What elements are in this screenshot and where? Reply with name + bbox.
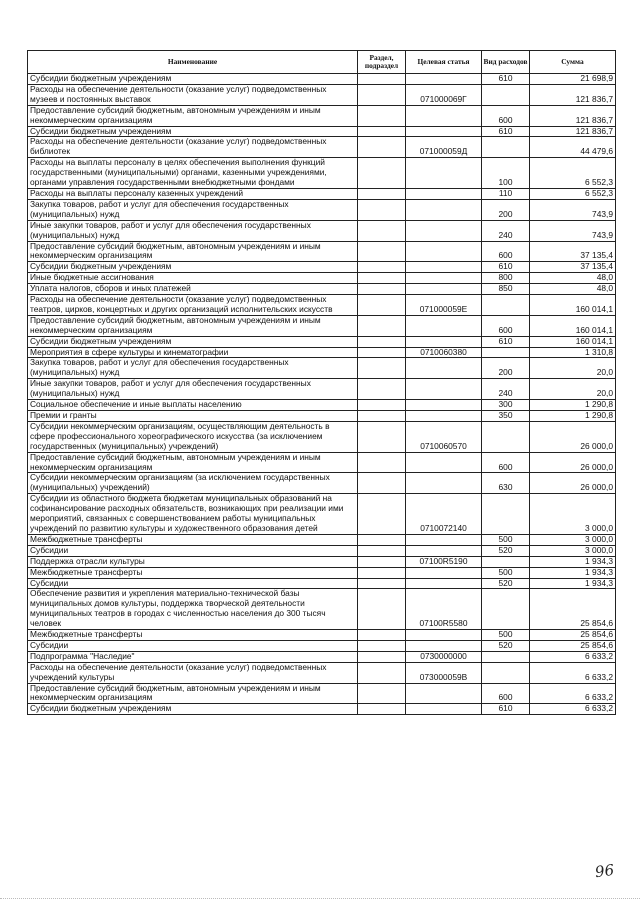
cell-sum: 121 836,7 [530,84,616,105]
cell-section [358,683,406,704]
cell-name: Расходы на обеспечение деятельности (оказание услуг) подведомственных учреждений культуры [28,662,358,683]
table-row [28,662,616,683]
cell-name: Предоставление субсидий бюджетным, автономным учреждениям и иным некоммерческим организациям [28,683,358,704]
cell-name: Межбюджетные трансферты [28,630,358,641]
cell-sum: 1 310,8 [530,347,616,358]
cell-target [406,567,482,578]
cell-sum: 26 000,0 [530,473,616,494]
cell-type: 520 [482,545,530,556]
cell-type [482,84,530,105]
cell-name: Предоставление субсидий бюджетным, автономным учреждениям и иным некоммерческим организациям [28,315,358,336]
cell-target [406,188,482,199]
cell-target [406,262,482,273]
cell-name: Субсидии бюджетным учреждениям [28,336,358,347]
table-row [28,220,616,241]
table-row [28,567,616,578]
cell-type: 850 [482,284,530,295]
cell-sum: 6 633,2 [530,662,616,683]
cell-target [406,358,482,379]
cell-sum: 37 135,4 [530,241,616,262]
cell-section [358,336,406,347]
cell-type: 200 [482,199,530,220]
cell-sum: 6 633,2 [530,683,616,704]
cell-target [406,411,482,422]
cell-sum: 25 854,6 [530,589,616,630]
cell-target: 0710072140 [406,494,482,535]
table-row [28,421,616,452]
cell-sum: 160 014,1 [530,336,616,347]
cell-name: Закупка товаров, работ и услуг для обеспечения государственных (муниципальных) нужд [28,199,358,220]
cell-type: 630 [482,473,530,494]
header-section: Раздел, подраздел [358,51,406,74]
cell-type [482,137,530,158]
table-row [28,74,616,85]
cell-name: Межбюджетные трансферты [28,567,358,578]
table-header-row [28,51,616,74]
cell-section [358,188,406,199]
cell-type: 240 [482,220,530,241]
cell-sum: 20,0 [530,379,616,400]
cell-target [406,126,482,137]
cell-section [358,662,406,683]
cell-name: Расходы на обеспечение деятельности (оказание услуг) подведомственных библиотек [28,137,358,158]
table-row [28,262,616,273]
cell-target [406,379,482,400]
cell-sum: 21 698,9 [530,74,616,85]
cell-sum: 121 836,7 [530,105,616,126]
cell-name: Поддержка отрасли культуры [28,556,358,567]
cell-name: Премии и гранты [28,411,358,422]
cell-target [406,220,482,241]
table-row [28,188,616,199]
cell-target [406,578,482,589]
header-name: Наименование [28,51,358,74]
table-row [28,105,616,126]
cell-type: 610 [482,74,530,85]
table-row [28,494,616,535]
cell-type [482,662,530,683]
cell-section [358,556,406,567]
cell-target: 073000059В [406,662,482,683]
cell-sum: 3 000,0 [530,545,616,556]
cell-sum: 25 854,6 [530,640,616,651]
cell-section [358,158,406,189]
table-row [28,640,616,651]
cell-target [406,241,482,262]
cell-sum: 1 290,8 [530,400,616,411]
table-row [28,241,616,262]
cell-section [358,262,406,273]
table-row [28,651,616,662]
cell-section [358,105,406,126]
cell-target [406,640,482,651]
cell-target [406,534,482,545]
cell-type: 500 [482,630,530,641]
cell-target: 07100R5190 [406,556,482,567]
cell-type [482,494,530,535]
cell-target [406,199,482,220]
cell-type [482,556,530,567]
cell-section [358,640,406,651]
cell-sum: 26 000,0 [530,452,616,473]
cell-section [358,273,406,284]
cell-name: Обеспечение развития и укрепления материально-технической базы муниципальных домов культуры, поддержка творческой деятельности муниципальных театров в городах с численностью населения до 300 тысяч человек [28,589,358,630]
cell-name: Субсидии некоммерческим организациям (за исключением государственных (муниципальных) учреждений) [28,473,358,494]
cell-sum: 3 000,0 [530,494,616,535]
cell-sum: 3 000,0 [530,534,616,545]
cell-sum: 48,0 [530,284,616,295]
cell-sum: 743,9 [530,199,616,220]
cell-type: 500 [482,567,530,578]
cell-target [406,630,482,641]
cell-target [406,105,482,126]
cell-sum: 6 633,2 [530,704,616,715]
cell-target [406,284,482,295]
cell-section [358,545,406,556]
cell-section [358,578,406,589]
cell-section [358,411,406,422]
cell-target [406,400,482,411]
cell-section [358,220,406,241]
cell-sum: 743,9 [530,220,616,241]
cell-type: 600 [482,105,530,126]
table-row [28,630,616,641]
cell-name: Расходы на обеспечение деятельности (оказание услуг) подведомственных музеев и постоянных выставок [28,84,358,105]
cell-type: 240 [482,379,530,400]
table-row [28,358,616,379]
cell-name: Иные бюджетные ассигнования [28,273,358,284]
cell-type [482,651,530,662]
table-row [28,545,616,556]
cell-name: Предоставление субсидий бюджетным, автономным учреждениям и иным некоммерческим организациям [28,105,358,126]
cell-name: Субсидии бюджетным учреждениям [28,262,358,273]
cell-section [358,473,406,494]
cell-target: 0730000000 [406,651,482,662]
cell-name: Субсидии бюджетным учреждениям [28,74,358,85]
cell-sum: 20,0 [530,358,616,379]
cell-target: 071000059Д [406,137,482,158]
cell-type: 350 [482,411,530,422]
header-target: Целевая статья [406,51,482,74]
cell-name: Иные закупки товаров, работ и услуг для обеспечения государственных (муниципальных) нужд [28,220,358,241]
cell-name: Межбюджетные трансферты [28,534,358,545]
cell-type: 100 [482,158,530,189]
cell-type [482,295,530,316]
header-type: Вид расходов [482,51,530,74]
table-row [28,534,616,545]
cell-target [406,683,482,704]
table-row [28,158,616,189]
cell-section [358,137,406,158]
cell-section [358,452,406,473]
cell-type: 300 [482,400,530,411]
cell-section [358,284,406,295]
cell-name: Субсидии [28,640,358,651]
cell-section [358,126,406,137]
cell-name: Субсидии бюджетным учреждениям [28,126,358,137]
cell-name: Социальное обеспечение и иные выплаты населению [28,400,358,411]
cell-sum: 1 934,3 [530,567,616,578]
table-row [28,315,616,336]
cell-type: 110 [482,188,530,199]
cell-target [406,545,482,556]
table-row [28,336,616,347]
cell-type: 600 [482,452,530,473]
cell-name: Мероприятия в сфере культуры и кинематографии [28,347,358,358]
cell-sum: 1 934,3 [530,578,616,589]
cell-target: 07100R5580 [406,589,482,630]
cell-section [358,199,406,220]
cell-target [406,315,482,336]
cell-target [406,158,482,189]
cell-target: 071000069Г [406,84,482,105]
cell-target [406,74,482,85]
table-row [28,199,616,220]
header-sum: Сумма [530,51,616,74]
cell-sum: 44 479,6 [530,137,616,158]
cell-name: Расходы на обеспечение деятельности (оказание услуг) подведомственных театров, цирков, концертных и других организаций исполнительских искусств [28,295,358,316]
cell-type: 600 [482,315,530,336]
table-row [28,126,616,137]
cell-sum: 26 000,0 [530,421,616,452]
cell-sum: 48,0 [530,273,616,284]
cell-section [358,379,406,400]
cell-type [482,347,530,358]
table-row [28,589,616,630]
cell-name: Расходы на выплаты персоналу в целях обеспечения выполнения функций государственными (муниципальными) органами, казенными учреждениями, органами управления государственными внебюджетными фондами [28,158,358,189]
cell-type: 800 [482,273,530,284]
cell-name: Подпрограмма "Наследие" [28,651,358,662]
cell-sum: 160 014,1 [530,295,616,316]
cell-type [482,421,530,452]
cell-type: 610 [482,704,530,715]
cell-section [358,567,406,578]
table-row [28,137,616,158]
cell-section [358,704,406,715]
cell-name: Предоставление субсидий бюджетным, автономным учреждениям и иным некоммерческим организациям [28,452,358,473]
table-row [28,683,616,704]
cell-sum: 6 552,3 [530,188,616,199]
table-row [28,295,616,316]
cell-section [358,630,406,641]
table-row [28,284,616,295]
cell-type: 610 [482,336,530,347]
cell-type [482,589,530,630]
cell-section [358,589,406,630]
cell-section [358,315,406,336]
table-row [28,84,616,105]
scan-edge-divider [0,898,640,899]
cell-sum: 6 633,2 [530,651,616,662]
cell-type: 610 [482,262,530,273]
cell-target: 071000059Е [406,295,482,316]
cell-name: Расходы на выплаты персоналу казенных учреждений [28,188,358,199]
cell-section [358,421,406,452]
cell-sum: 160 014,1 [530,315,616,336]
table-row [28,400,616,411]
cell-sum: 25 854,6 [530,630,616,641]
table-row [28,578,616,589]
cell-type: 520 [482,578,530,589]
cell-section [358,241,406,262]
cell-target [406,336,482,347]
cell-name: Субсидии бюджетным учреждениям [28,704,358,715]
cell-target: 0710060570 [406,421,482,452]
cell-type: 520 [482,640,530,651]
table-row [28,273,616,284]
table-body [28,74,616,715]
cell-sum: 6 552,3 [530,158,616,189]
cell-sum: 37 135,4 [530,262,616,273]
cell-section [358,358,406,379]
cell-section [358,347,406,358]
cell-section [358,84,406,105]
cell-target: 0710060380 [406,347,482,358]
cell-section [358,651,406,662]
table-row [28,411,616,422]
cell-type: 600 [482,683,530,704]
cell-target [406,473,482,494]
cell-target [406,273,482,284]
cell-name: Предоставление субсидий бюджетным, автономным учреждениям и иным некоммерческим организациям [28,241,358,262]
cell-name: Закупка товаров, работ и услуг для обеспечения государственных (муниципальных) нужд [28,358,358,379]
cell-section [358,400,406,411]
cell-name: Уплата налогов, сборов и иных платежей [28,284,358,295]
table-row [28,379,616,400]
table-row [28,452,616,473]
cell-sum: 1 934,3 [530,556,616,567]
cell-type: 500 [482,534,530,545]
table-row [28,347,616,358]
cell-section [358,534,406,545]
cell-section [358,74,406,85]
cell-target [406,452,482,473]
cell-name: Субсидии [28,578,358,589]
cell-target [406,704,482,715]
cell-type: 610 [482,126,530,137]
table-row [28,556,616,567]
cell-section [358,295,406,316]
table-row [28,704,616,715]
cell-name: Субсидии некоммерческим организациям, осуществляющим деятельность в сфере профессионального хореографического искусства (за исключением государственных (муниципальных) учреждений) [28,421,358,452]
cell-section [358,494,406,535]
cell-sum: 121 836,7 [530,126,616,137]
cell-name: Субсидии из областного бюджета бюджетам муниципальных образований на софинансирование расходных обязательств, возникающих при реализации ими мероприятий, связанных с совершенствованием работы муниципальных учреждений по развитию культуры и художественного образования детей [28,494,358,535]
cell-sum: 1 290,8 [530,411,616,422]
cell-type: 200 [482,358,530,379]
budget-table [27,50,616,715]
cell-name: Субсидии [28,545,358,556]
table-row [28,473,616,494]
cell-type: 600 [482,241,530,262]
page-number: 96 [593,860,616,882]
cell-name: Иные закупки товаров, работ и услуг для обеспечения государственных (муниципальных) нужд [28,379,358,400]
